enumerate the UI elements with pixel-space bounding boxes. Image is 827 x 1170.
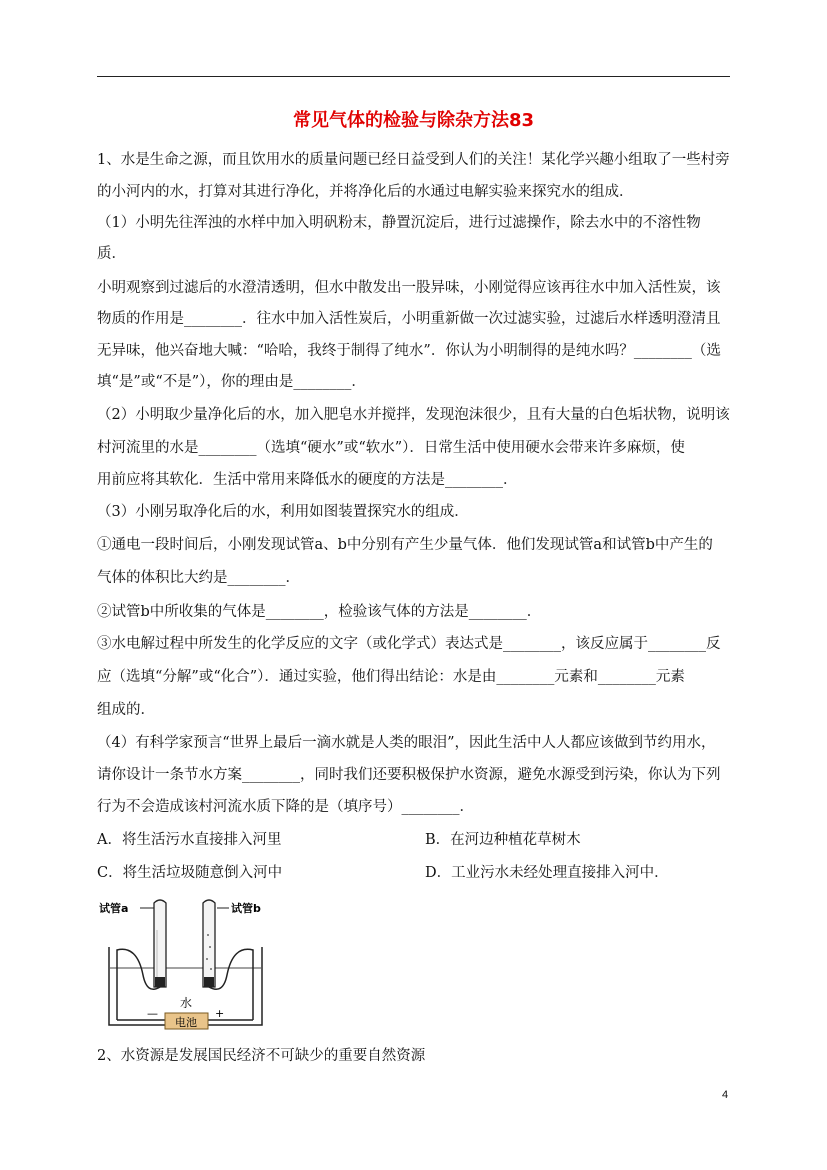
electrode-a (155, 977, 165, 987)
q1-line: 行为不会造成该村河流水质下降的是（填序号）________． (97, 799, 474, 815)
tube-b-label: 试管b (231, 902, 261, 915)
page-number: 4 (722, 1089, 729, 1101)
test-tube-a (154, 900, 166, 987)
option-c: C．将生活垃圾随意倒入河中 (97, 865, 283, 881)
q1-line: ①通电一段时间后，小刚发现试管a、b中分别有产生少量气体．他们发现试管a和试管b中产生的 (97, 537, 713, 553)
q1-line: 物质的作用是________．往水中加入活性炭后，小明重新做一次过滤实验，过滤后水样透明澄清且 (97, 311, 721, 327)
q1-line: （1）小明先往浑浊的水样中加入明矾粉末，静置沉淀后，进行过滤操作，除去水中的不溶性物 (97, 215, 701, 231)
q1-line: 的小河内的水，打算对其进行净化，并将净化后的水通过电解实验来探究水的组成． (97, 184, 634, 200)
q1-line: ③水电解过程中所发生的化学反应的文字（或化学式）表达式是________，该反应属于________反 (97, 636, 721, 652)
option-d: D．工业污水未经处理直接排入河中． (425, 865, 669, 881)
water-label: 水 (180, 996, 193, 1010)
q1-line: 1、水是生命之源，而且饮用水的质量问题已经日益受到人们的关注！某化学兴趣小组取了一些村旁 (97, 152, 730, 168)
electrolysis-apparatus-figure (97, 895, 277, 1035)
tube-a-label: 试管a (99, 902, 129, 915)
negative-sign: — (147, 1007, 158, 1020)
q1-line: 气体的体积比大约是________． (97, 570, 300, 586)
positive-sign: + (215, 1007, 225, 1020)
q1-line: 填“是”或“不是”），你的理由是________． (97, 374, 366, 390)
q1-line: ②试管b中所收集的气体是________，检验该气体的方法是________． (97, 604, 542, 620)
electrode-b (204, 977, 214, 987)
test-tube-b (203, 900, 215, 987)
q1-line: 组成的． (97, 702, 155, 718)
q1-line: （2）小明取少量净化后的水，加入肥皂水并搅拌，发现泡沫很少，且有大量的白色垢状物，说明该 (97, 407, 730, 423)
q1-line: （4）有科学家预言“世界上最后一滴水就是人类的眼泪”，因此生活中人人都应该做到节约用水， (97, 735, 716, 751)
q1-line: 无异味，他兴奋地大喊：“哈哈，我终于制得了纯水”．你认为小明制得的是纯水吗？________（选 (97, 343, 721, 359)
header-rule (97, 76, 730, 77)
option-a: A．将生活污水直接排入河里 (97, 832, 282, 848)
q1-line: 请你设计一条节水方案________，同时我们还要积极保护水资源，避免水源受到污染，你认为下列 (97, 767, 721, 783)
q1-line: 村河流里的水是________（选填“硬水”或“软水”）．日常生活中使用硬水会带来许多麻烦，使 (97, 440, 685, 456)
q1-line: 质． (97, 246, 126, 262)
battery-label: 电池 (175, 1016, 197, 1029)
q1-line: （3）小刚另取净化后的水，利用如图装置探究水的组成． (97, 504, 469, 520)
q1-line: 用前应将其软化．生活中常用来降低水的硬度的方法是________． (97, 472, 518, 488)
page-title: 常见气体的检验与除杂方法83 (292, 110, 535, 131)
q1-line: 小明观察到过滤后的水澄清透明，但水中散发出一股异味，小刚觉得应该再往水中加入活性炭，该 (97, 280, 721, 296)
question-2: 2、水资源是发展国民经济不可缺少的重要自然资源 (97, 1048, 426, 1064)
q1-line: 应（选填“分解”或“化合”）．通过实验，他们得出结论：水是由________元素和________元素 (97, 669, 685, 685)
option-b: B．在河边种植花草树木 (425, 832, 581, 848)
